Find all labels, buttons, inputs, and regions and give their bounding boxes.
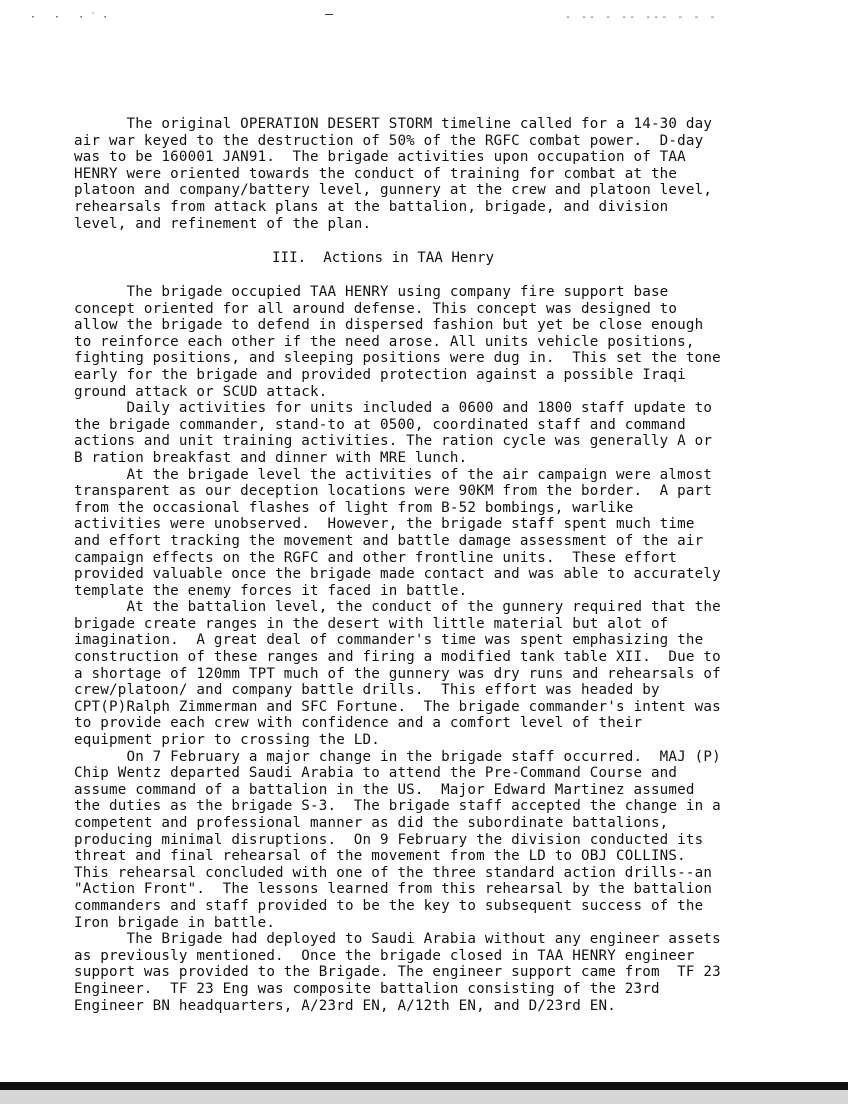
scan-bottom-margin xyxy=(0,1090,848,1104)
body-text: The brigade occupied TAA HENRY using company fire support base concept oriented for all around defense. This concept was designed to allow the brigade to defend in dispersed fashion but yet be close enough to reinforce each other if the need arose. All units vehicle positions, fighting positions, and sleeping positions were dug in. This set the tone early for the brigade and provided protection against a possible Iraqi ground attack or SCUD attack. Daily activities for units included a 0600 and 1800 staff update to the brigade commander, stand-to at 0500, coordinated staff and command actions and unit training activities. The ration cycle was generally A or B ration breakfast and dinner with MRE lunch. At the brigade level the activities of the air campaign were almost transparent as our deception locations were 90KM from the border. A part from the occasional flashes of light from B-52 bombings, warlike activities were unobserved. However, the brigade staff spent much time and effort tracking the movement and battle damage assessment of the air campaign effects on the RGFC and other frontline units. These effort provided valuable once the brigade made contact and was able to accurately template the enemy forces it faced in battle. At the battalion level, the conduct of the gunnery required that the brigade create ranges in the desert with little material but alot of imagination. A great deal of commander's time was spent emphasizing the construction of these ranges and firing a modified tank table XII. Due to a shortage of 120mm TPT much of the gunnery was dry runs and rehearsals of crew/platoon/ and company battle drills. This effort was headed by CPT(P)Ralph Zimmerman and SFC Fortune. The brigade commander's intent was to provide each crew with confidence and a comfort level of their equipment prior to crossing the LD. On 7 February a major change in the brigade staff occurred. MAJ (P) Chip Wentz departed Saudi Arabia to attend the Pre-Command Course and assume command of a battalion in the US. Major Edward Martinez assumed the duties as the brigade S-3. The brigade staff accepted the change in a competent and professional manner as did the subordinate battalions, producing minimal disruptions. On 9 February the division conducted its threat and final rehearsal of the movement from the LD to OBJ COLLINS. This rehearsal concluded with one of the three standard action drills--an "Action Front". The lessons learned from this rehearsal by the battalion commanders and staff provided to be the key to subsequent success of the Iron brigade in battle. The Brigade had deployed to Saudi Arabia without any engineer assets as previously mentioned. Once the brigade closed in TAA HENRY engineer support was provided to the Brigade. The engineer support came from TF 23 Engineer. TF 23 Eng was composite battalion consisting of the 23rd Engineer BN headquarters, A/23rd EN, A/12th EN, and D/23rd EN. xyxy=(74,284,721,1014)
scan-specks: · · ·˙· xyxy=(30,12,115,23)
intro-paragraph: The original OPERATION DESERT STORM timeline called for a 14-30 day air war keyed to the destruction of 50% of the RGFC combat power. D-day was to be 160001 JAN91. The brigade activities upon occupation of TAA HENRY were oriented towards the conduct of training for combat at the platoon and company/battery level, gunnery at the crew and platoon level, rehearsals from attack plans at the battalion, brigade, and division level, and refinement of the plan. xyxy=(74,116,713,232)
scan-bottom-rule xyxy=(0,1082,848,1090)
scan-mark xyxy=(325,14,333,15)
header-scan-noise: - -- - -- --- - - - xyxy=(565,12,718,23)
section-heading: III. Actions in TAA Henry xyxy=(272,250,495,266)
